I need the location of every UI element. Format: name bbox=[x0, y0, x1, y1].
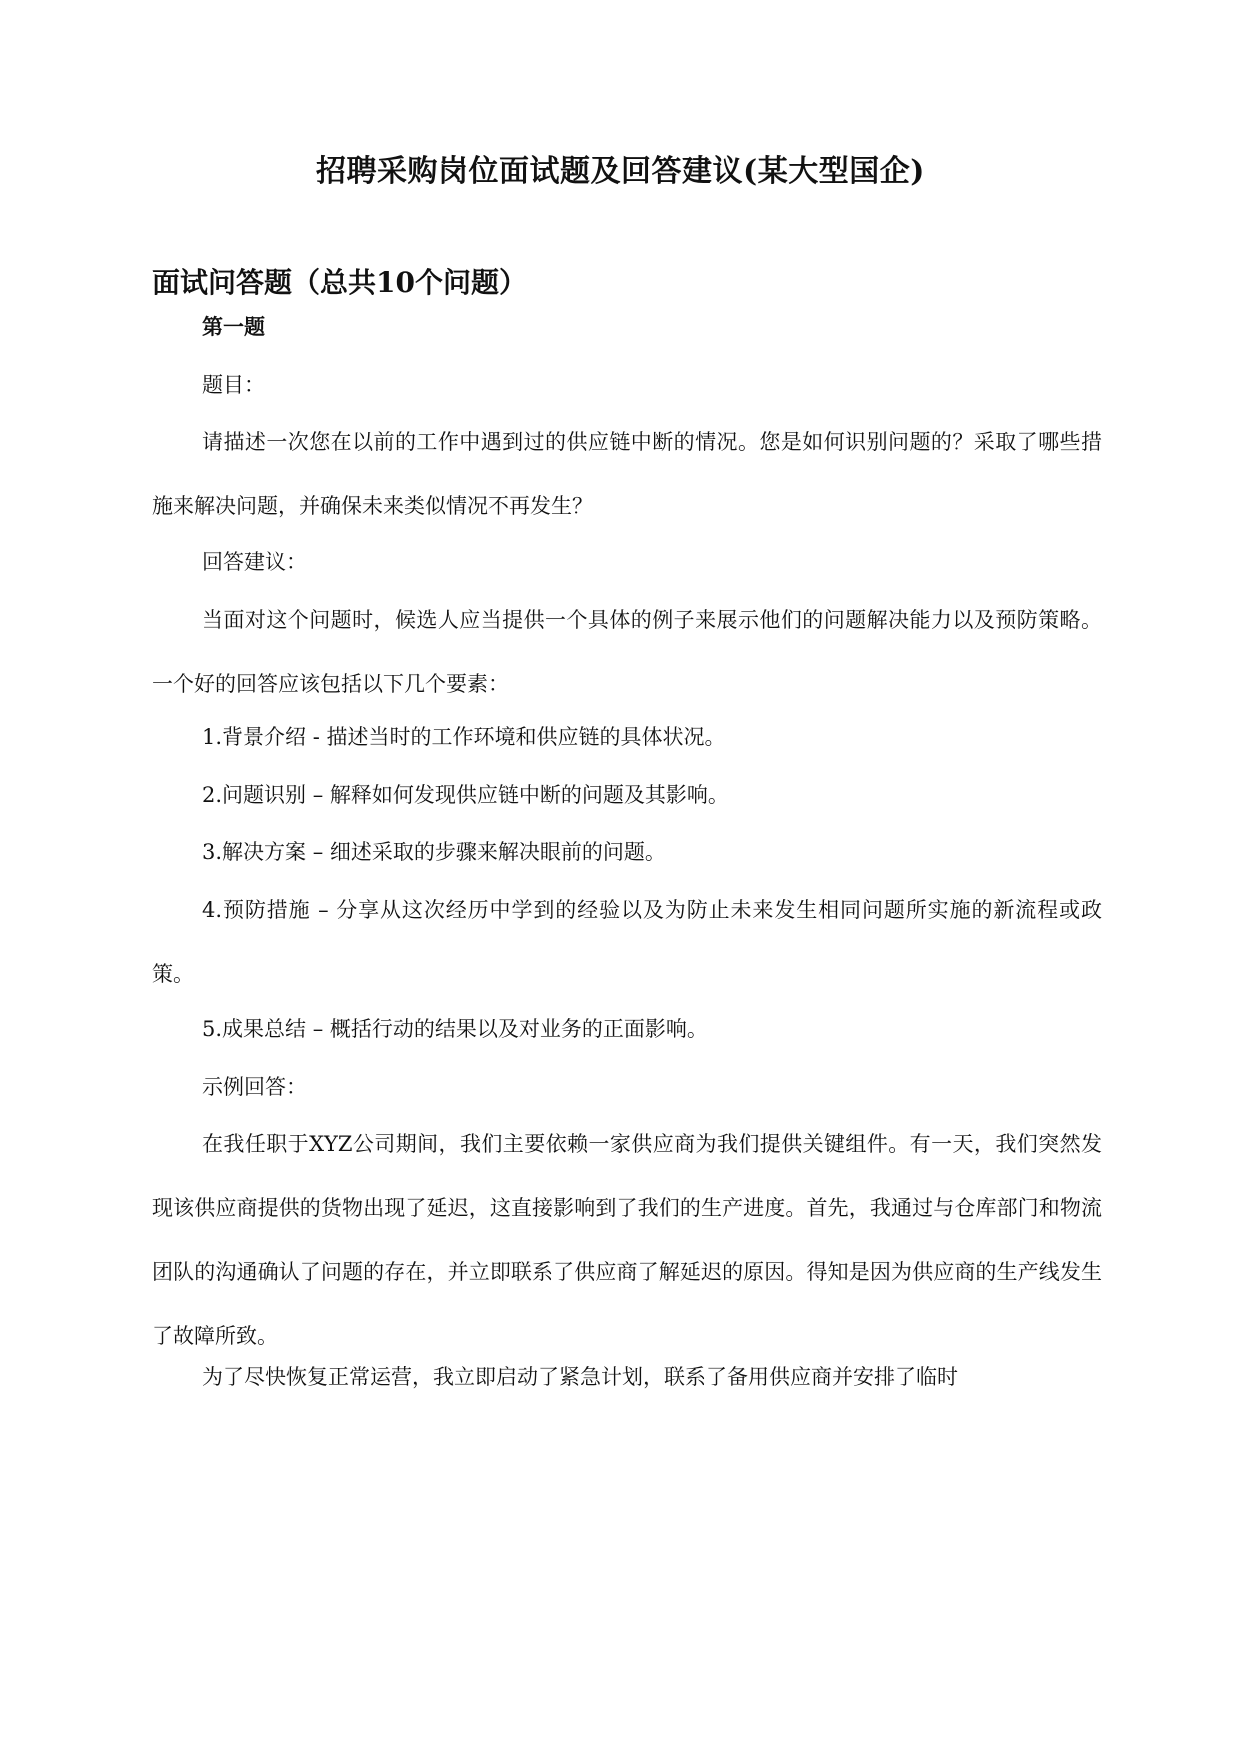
advice-point-1: 1.背景介绍 - 描述当时的工作环境和供应链的具体状况。 bbox=[202, 725, 726, 749]
document-title: 招聘采购岗位面试题及回答建议(某大型国企) bbox=[316, 154, 925, 189]
advice-point-5: 5.成果总结 – 概括行动的结果以及对业务的正面影响。 bbox=[202, 1017, 708, 1041]
question-heading: 第一题 bbox=[202, 314, 265, 339]
example-paragraph-2: 为了尽快恢复正常运营，我立即启动了紧急计划，联系了备用供应商并安排了临时 bbox=[202, 1365, 958, 1389]
advice-point-4: 4.预防措施 – 分享从这次经历中学到的经验以及为防止未来发生相同问题所实施的新流程或政策。 bbox=[152, 898, 1102, 986]
question-label: 题目： bbox=[202, 373, 265, 397]
advice-intro: 当面对这个问题时，候选人应当提供一个具体的例子来展示他们的问题解决能力以及预防策略。一个好的回答应该包括以下几个要素： bbox=[152, 608, 1102, 696]
advice-label: 回答建议： bbox=[202, 550, 307, 574]
advice-point-2: 2.问题识别 – 解释如何发现供应链中断的问题及其影响。 bbox=[202, 783, 729, 807]
section-title: 面试问答题（总共10个问题） bbox=[152, 266, 527, 299]
advice-point-3: 3.解决方案 – 细述采取的步骤来解决眼前的问题。 bbox=[202, 840, 666, 864]
question-text: 请描述一次您在以前的工作中遇到过的供应链中断的情况。您是如何识别问题的？采取了哪些措施来解决问题，并确保未来类似情况不再发生？ bbox=[152, 430, 1102, 518]
example-paragraph-1: 在我任职于XYZ公司期间，我们主要依赖一家供应商为我们提供关键组件。有一天，我们突然发现该供应商提供的货物出现了延迟，这直接影响到了我们的生产进度。首先，我通过与仓库部门和物流团队的沟通确认了问题的存在，并立即联系了供应商了解延迟的原因。得知是因为供应商的生产线发生了故障所致。 bbox=[152, 1132, 1102, 1348]
example-label: 示例回答： bbox=[202, 1075, 307, 1099]
